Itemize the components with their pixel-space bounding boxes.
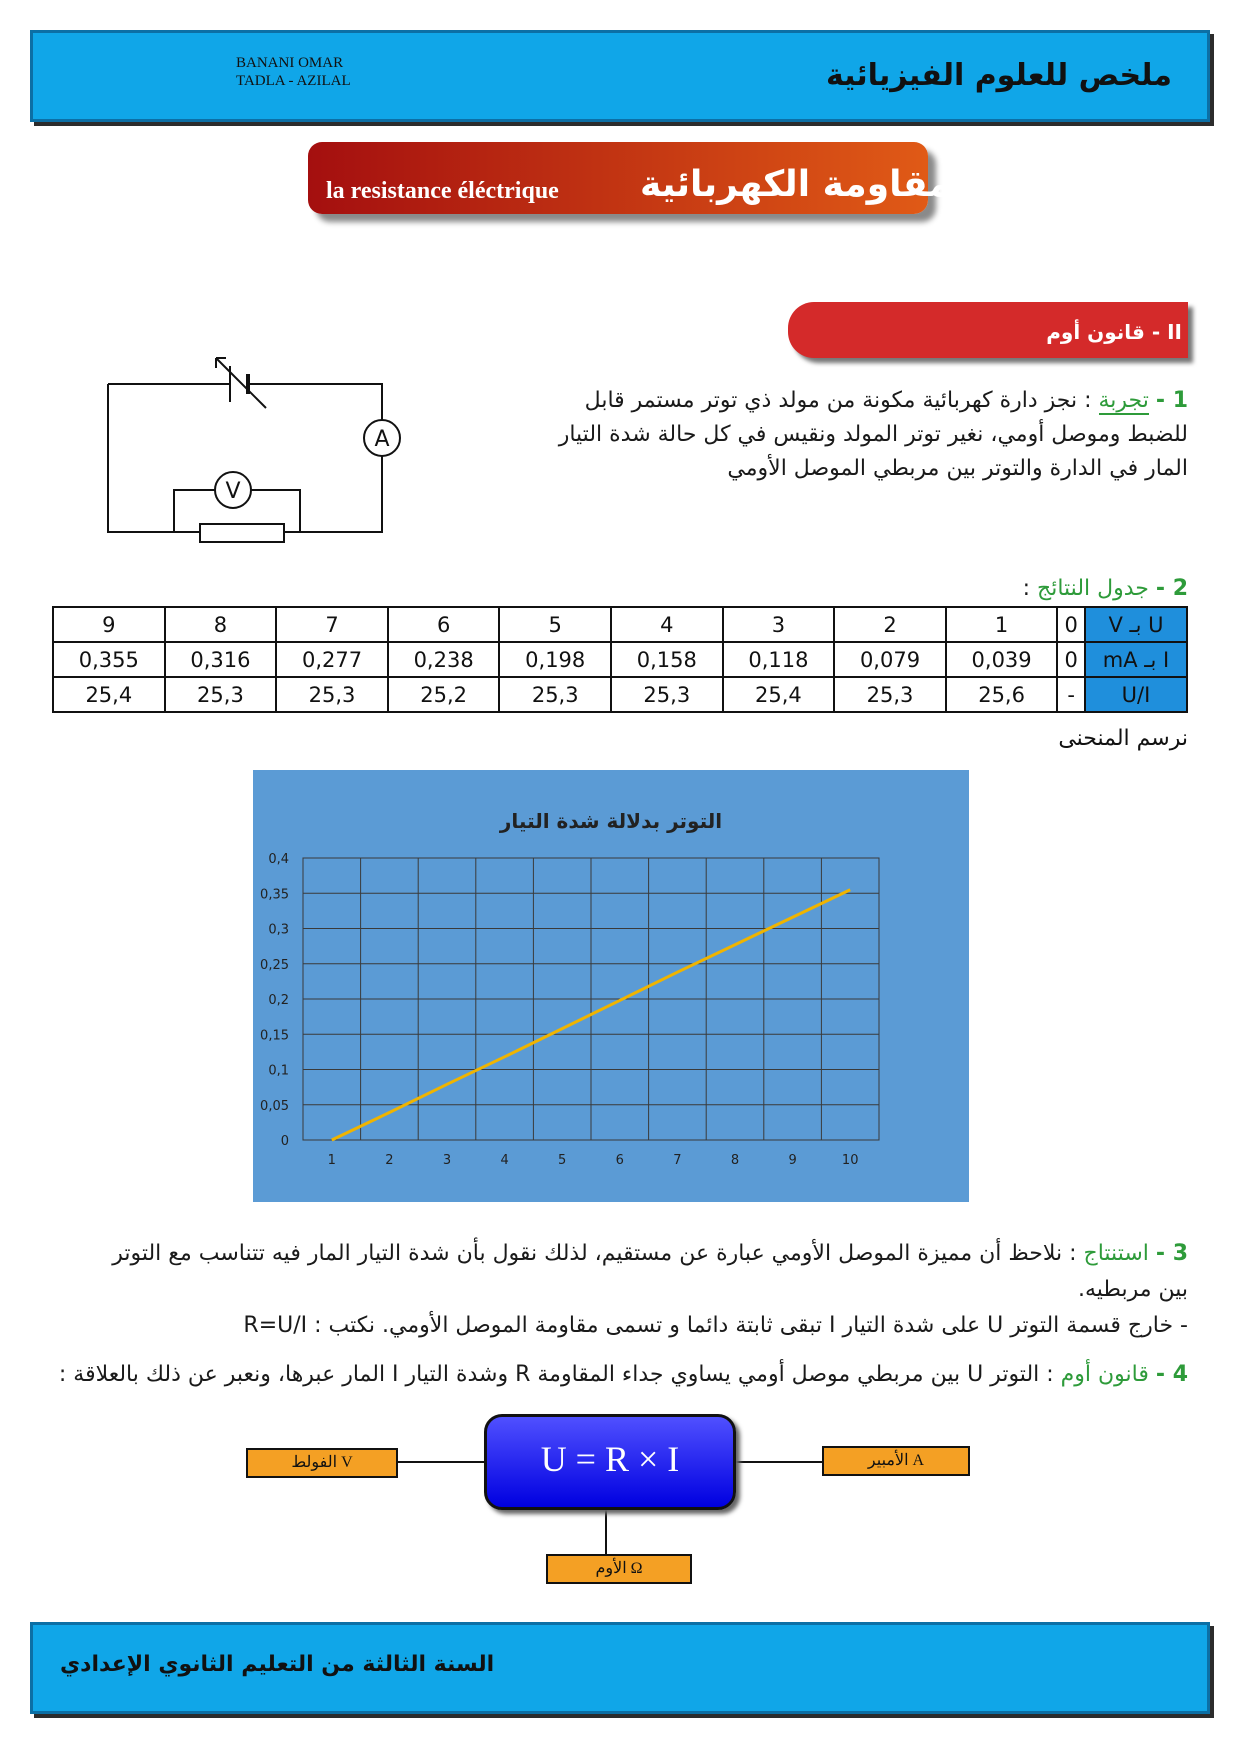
x-tick-label: 1 [327,1153,336,1168]
table-cell: 1 [946,607,1058,642]
results-heading: جدول النتائج [1037,576,1149,601]
table-cell: 0,277 [276,642,388,677]
ohm-law-formula: U = R × I [540,1439,680,1479]
author-block [236,54,351,90]
experiment-line-1 [488,384,1188,418]
experiment-number: 1 - [1155,388,1188,413]
law-paragraph [48,1358,1188,1392]
table-cell: 0,039 [946,642,1058,677]
table-cell: 25,4 [53,677,165,712]
y-tick-label: 0,35 [260,887,289,903]
table-cell: 0,158 [611,642,723,677]
unit-volt: الفولط V [246,1448,398,1478]
y-tick-label: 0,15 [260,1028,289,1044]
table-cell: 25,6 [946,677,1058,712]
conclusion-line-1 [48,1236,1188,1272]
y-tick-label: 0,3 [268,922,289,938]
law-number: 4 - [1155,1362,1188,1387]
document-title: ملخص للعلوم الفيزيائية [825,58,1172,93]
ammeter-label: A [374,427,390,452]
circuit-wire-top-right [250,384,382,420]
conclusion-number: 3 - [1155,1241,1188,1266]
x-tick-label: 10 [841,1153,859,1168]
conclusion-line-3: - خارج قسمة التوتر U على شدة التيار I تبقى ثابتة دائما و تسمى مقاومة الموصل الأومي. نكتب : R=U/I [243,1313,1188,1338]
unit-ohm: الأوم Ω [546,1554,692,1584]
table-cell: 25,4 [723,677,835,712]
y-tick-label: 0,2 [268,993,289,1008]
circuit-wire-outer [108,384,382,532]
experiment-line-2: للضبط وموصل أومي، نغير توتر المولد ونقيس في كل حالة شدة التيار [558,422,1188,447]
table-cell: 0,355 [53,642,165,677]
table-cell: - [1057,677,1085,712]
draw-curve-text: نرسم المنحنى [1058,726,1188,751]
x-tick-label: 2 [385,1153,394,1168]
circuit-diagram [100,348,420,548]
results-heading-line [788,572,1188,606]
experiment-line-3: المار في الدارة والتوتر بين مربطي الموصل الأومي [727,456,1188,481]
chart-title: التوتر بدلالة شدة التيار [499,809,723,833]
table-cell: 5 [499,607,611,642]
law-text: : التوتر U بين مربطي موصل أومي يساوي جداء المقاومة R وشدة التيار I المار عبرها، ونعبر عن ذلك بالعلاقة : [58,1362,1054,1387]
experiment-heading: تجربة [1098,388,1149,413]
y-tick-label: 0,1 [268,1063,289,1079]
unit-ampere: الأمبير A [822,1446,970,1476]
results-colon: : [1022,576,1031,601]
table-row [53,677,1187,712]
table-cell: 25,3 [834,677,946,712]
y-tick-label: 0,4 [268,852,289,867]
voltmeter-label: V [225,479,241,504]
conclusion-paragraph [48,1236,1188,1344]
table-cell: 4 [611,607,723,642]
table-cell: 25,3 [276,677,388,712]
table-cell: 8 [165,607,277,642]
table-row [53,642,1187,677]
section-heading: II - قانون أوم [1046,320,1182,344]
voltage-current-chart [253,770,969,1202]
results-number: 2 - [1155,576,1188,601]
x-tick-label: 4 [500,1153,509,1168]
table-cell: 0,198 [499,642,611,677]
table-cell: 0 [1057,642,1085,677]
table-row-label: U بـ V [1085,607,1187,642]
table-cell: 0,238 [388,642,500,677]
y-tick-label: 0 [280,1134,289,1149]
title-french: la resistance éléctrique [326,178,559,204]
y-tick-label: 0,05 [260,1098,289,1114]
table-cell: 0 [1057,607,1085,642]
results-table [52,606,1188,713]
x-tick-label: 8 [730,1153,740,1168]
y-tick-label: 0,25 [260,957,289,973]
conclusion-heading: استنتاج [1083,1241,1149,1266]
table-row-label: U/I [1085,677,1187,712]
x-tick-label: 5 [558,1153,567,1168]
table-cell: 25,3 [165,677,277,712]
table-cell: 0,316 [165,642,277,677]
x-tick-label: 7 [673,1153,682,1168]
title-arabic: المقاومة الكهربائية [640,164,979,205]
author-location: TADLA - AZILAL [236,73,351,89]
conclusion-line-2: بين مربطيه. [1077,1277,1188,1302]
law-heading: قانون أوم [1060,1362,1149,1387]
table-cell: 0,079 [834,642,946,677]
experiment-text-1: : نجز دارة كهربائية مكونة من مولد ذي توتر مستمر قابل [584,388,1092,413]
conclusion-text-1: : نلاحظ أن مميزة الموصل الأومي عبارة عن مستقيم، لذلك نقول بأن شدة التيار المار فيه تتناسب مع التوتر [112,1241,1077,1266]
x-tick-label: 3 [442,1153,452,1168]
table-cell: 25,3 [499,677,611,712]
resistor-symbol [200,524,284,542]
table-cell: 3 [723,607,835,642]
table-cell: 25,3 [611,677,723,712]
table-row [53,607,1187,642]
x-tick-label: 6 [615,1153,624,1168]
footer-text: السنة الثالثة من التعليم الثانوي الإعدادي [60,1652,495,1677]
table-row-label: I بـ mA [1085,642,1187,677]
table-cell: 9 [53,607,165,642]
table-cell: 0,118 [723,642,835,677]
table-cell: 7 [276,607,388,642]
author-name: BANANI OMAR [236,55,344,71]
table-cell: 25,2 [388,677,500,712]
x-tick-label: 9 [788,1153,797,1168]
table-cell: 6 [388,607,500,642]
table-cell: 2 [834,607,946,642]
experiment-paragraph [488,384,1188,486]
